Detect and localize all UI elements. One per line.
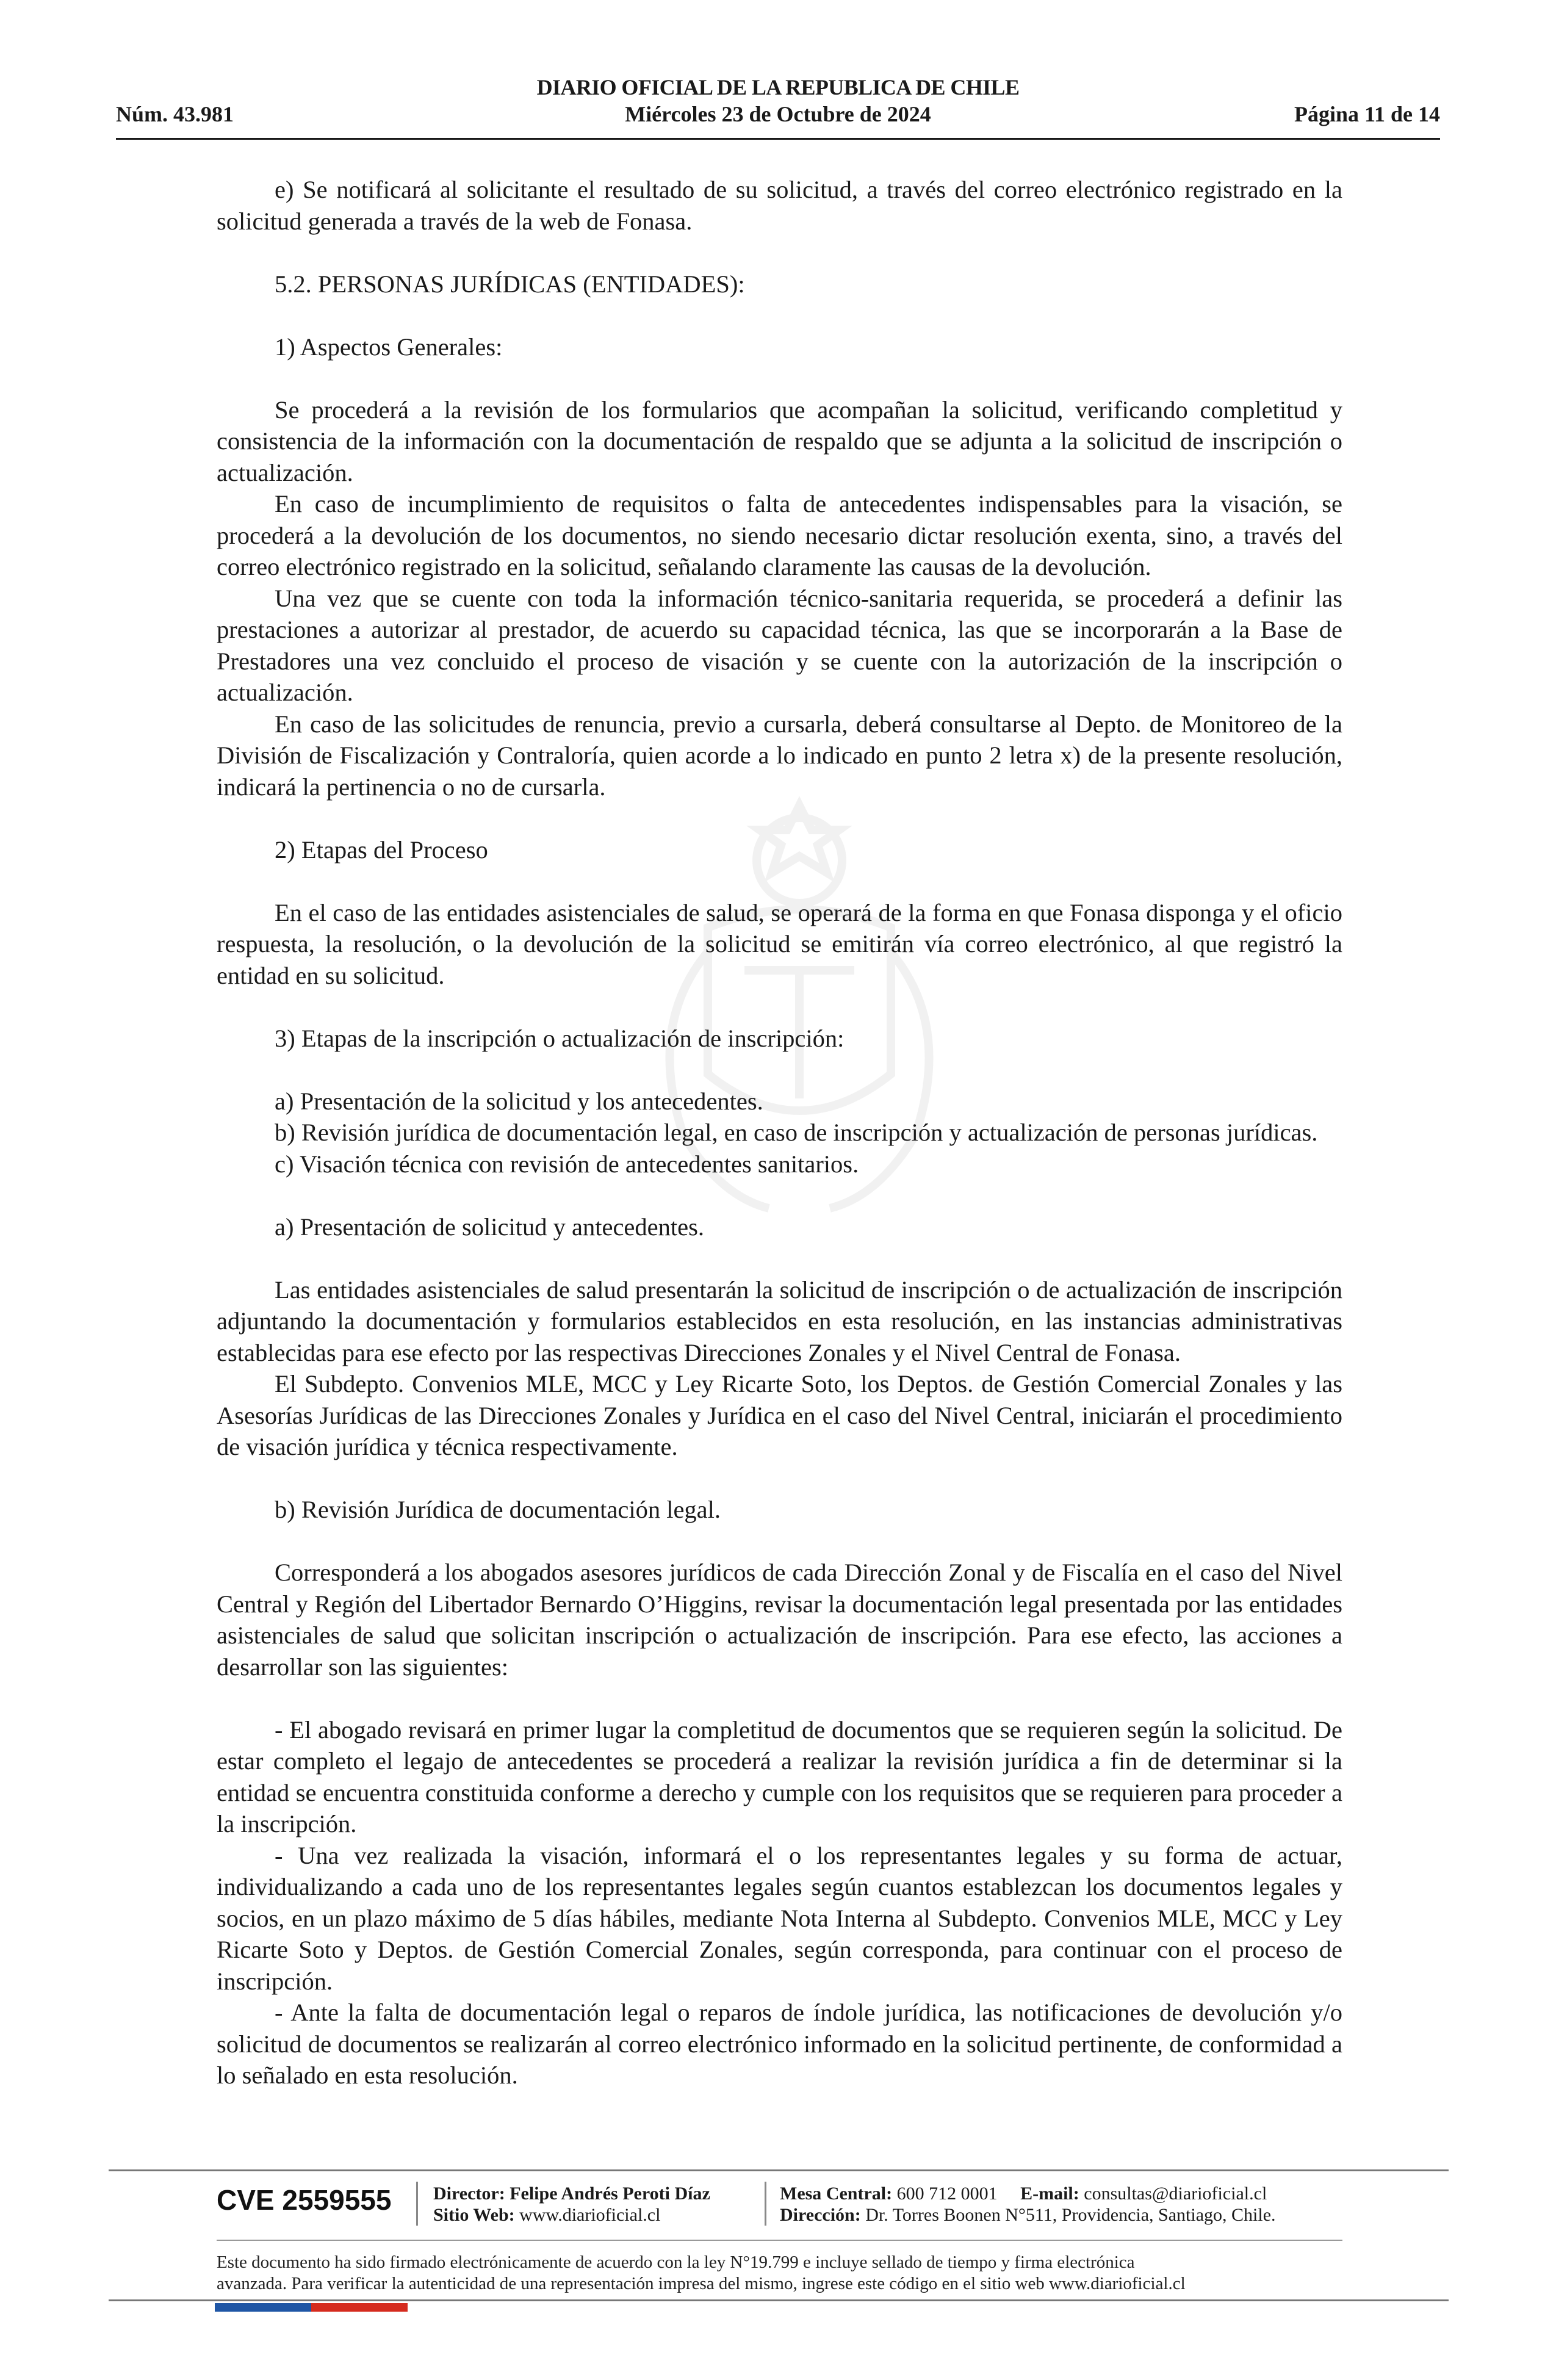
paragraph: Corresponderá a los abogados asesores jurídicos de cada Dirección Zonal y de Fiscalía en el caso del Nivel Central y Región del Libertador Bernardo O’Higgins, revisar la documentación legal presentada por las entidades asistenciales de salud que solicitan inscripción o actualización de inscripción. Para ese efecto, las acciones a desarrollar son las siguientes: [217, 1559, 1342, 1681]
footer-top-divider [109, 2169, 1449, 2171]
paragraph: En el caso de las entidades asistenciales de salud, se operará de la forma en que Fonasa disponga y el oficio respuesta, la resolución, o la devolución de la solicitud se emitirán vía correo electrónico, al que registró la entidad en su solicitud. [217, 898, 1342, 989]
paragraph: a) Presentación de solicitud y antecedentes. [275, 1213, 704, 1241]
footer-director-block [433, 2183, 710, 2226]
email-link[interactable]: consultas@diarioficial.cl [1084, 2183, 1267, 2204]
director-line: Director: Felipe Andrés Peroti Díaz [433, 2183, 710, 2204]
legal-notice-line: avanzada. Para verificar la autenticidad de una representación impresa del mismo, ingrese este código en el sitio web www.diarioficial.cl [217, 2274, 1186, 2293]
legal-notice-line: Este documento ha sido firmado electrónicamente de acuerdo con la ley N°19.799 e incluye sellado de tiempo y firma electrónica [217, 2252, 1135, 2272]
paragraph: En caso de las solicitudes de renuncia, previo a cursarla, deberá consultarse al Depto. de Monitoreo de la División de Fiscalización y Contraloría, quien acorde a lo indicado en punto 2 letra x) de la presente resolución, indicará la pertinencia o no de cursarla. [217, 710, 1342, 801]
footer-separator [416, 2182, 418, 2226]
paragraph: El Subdepto. Convenios MLE, MCC y Ley Ricarte Soto, los Deptos. de Gestión Comercial Zonales y las Asesorías Jurídicas de las Direcciones Zonales y Jurídica en el caso del Nivel Central, iniciarán el procedimiento de visación jurídica y técnica respectivamente. [217, 1370, 1342, 1460]
contact-line: Mesa Central: 600 712 0001 E-mail: consultas@diarioficial.cl [780, 2183, 1267, 2204]
address-line: Dirección: Dr. Torres Boonen N°511, Providencia, Santiago, Chile. [780, 2205, 1276, 2225]
paragraph: b) Revisión Jurídica de documentación legal. [275, 1496, 721, 1523]
issue-number: Núm. 43.981 [116, 102, 234, 126]
paragraph: - Ante la falta de documentación legal o reparos de índole jurídica, las notificaciones de devolución y/o solicitud de documentos se realizarán al correo electrónico informado en la solicitud pertinente, de conformidad a lo señalado en esta resolución. [217, 1999, 1342, 2089]
paragraph: Las entidades asistenciales de salud presentarán la solicitud de inscripción o de actualización de inscripción adjuntando la documentación y formularios establecidos en esta resolución, en las instancias administrativas establecidas para ese efecto por las respectivas Direcciones Zonales y el Nivel Central de Fonasa. [217, 1275, 1342, 1366]
publication-title: DIARIO OFICIAL DE LA REPUBLICA DE CHILE [536, 75, 1020, 99]
paragraph: 3) Etapas de la inscripción o actualización de inscripción: [275, 1024, 845, 1052]
paragraph: c) Visación técnica con revisión de antecedentes sanitarios. [275, 1150, 859, 1178]
paragraph: 5.2. PERSONAS JURÍDICAS (ENTIDADES): [275, 270, 745, 298]
footer-contact-block [780, 2183, 1276, 2226]
website-link[interactable]: www.diarioficial.cl [519, 2205, 661, 2225]
paragraph: En caso de incumplimiento de requisitos o falta de antecedentes indispensables para la visación, se procederá a la devolución de los documentos, no siendo necesario dictar resolución exenta, sino, a través del correo electrónico registrado en la solicitud, señalando claramente las causas de la devolución. [217, 490, 1342, 580]
paragraph: e) Se notificará al solicitante el resultado de su solicitud, a través del correo electrónico registrado en la solicitud generada a través de la web de Fonasa. [217, 176, 1342, 235]
flag-stripe-blue [215, 2303, 311, 2312]
legal-notice [217, 2252, 1342, 2295]
paragraph: a) Presentación de la solicitud y los antecedentes. [275, 1087, 763, 1115]
header-row [116, 101, 1440, 132]
page-number: Página 11 de 14 [1294, 102, 1440, 126]
paragraph: b) Revisión jurídica de documentación legal, en caso de inscripción y actualización de personas jurídicas. [275, 1119, 1318, 1146]
cve-code: CVE 2559555 [217, 2184, 392, 2216]
header-divider [116, 138, 1440, 140]
footer-bottom-divider [109, 2299, 1449, 2301]
document-body [217, 174, 1342, 2091]
paragraph: - Una vez realizada la visación, informará el o los representantes legales y su forma de actuar, individualizando a cada uno de los representantes legales según cuantos establezcan los documentos legales y socios, en un plazo máximo de 5 días hábiles, mediante Nota Interna al Subdepto. Convenios MLE, MCC y Ley Ricarte Soto y Deptos. de Gestión Comercial Zonales, según corresponda, para continuar con el proceso de inscripción. [217, 1841, 1342, 1995]
issue-date: Miércoles 23 de Octubre de 2024 [625, 102, 931, 126]
paragraph: - El abogado revisará en primer lugar la completitud de documentos que se requieren según la solicitud. De estar completo el legajo de antecedentes se procederá a realizar la revisión jurídica a fin de determinar si la entidad se encuentra constituida conforme a derecho y cumple con los requisitos que se requieren para proceder a la inscripción. [217, 1715, 1342, 1837]
footer-inner-divider [217, 2240, 1342, 2241]
paragraph: 1) Aspectos Generales: [275, 333, 503, 361]
flag-stripe-red [311, 2303, 408, 2312]
footer-separator [765, 2182, 766, 2226]
paragraph: Se procederá a la revisión de los formularios que acompañan la solicitud, verificando completitud y consistencia de la información con la documentación de respaldo que se adjunta a la solicitud de inscripción o actualización. [217, 395, 1342, 486]
paragraph: Una vez que se cuente con toda la información técnico-sanitaria requerida, se procederá a definir las prestaciones a autorizar al prestador, de acuerdo su capacidad técnica, las que se incorporarán a la Base de Prestadores una vez concluido el proceso de visación y se cuente con la autorización de la inscripción o actualización. [217, 584, 1342, 706]
website-line: Sitio Web: www.diarioficial.cl [433, 2205, 661, 2225]
paragraph: 2) Etapas del Proceso [275, 835, 488, 864]
